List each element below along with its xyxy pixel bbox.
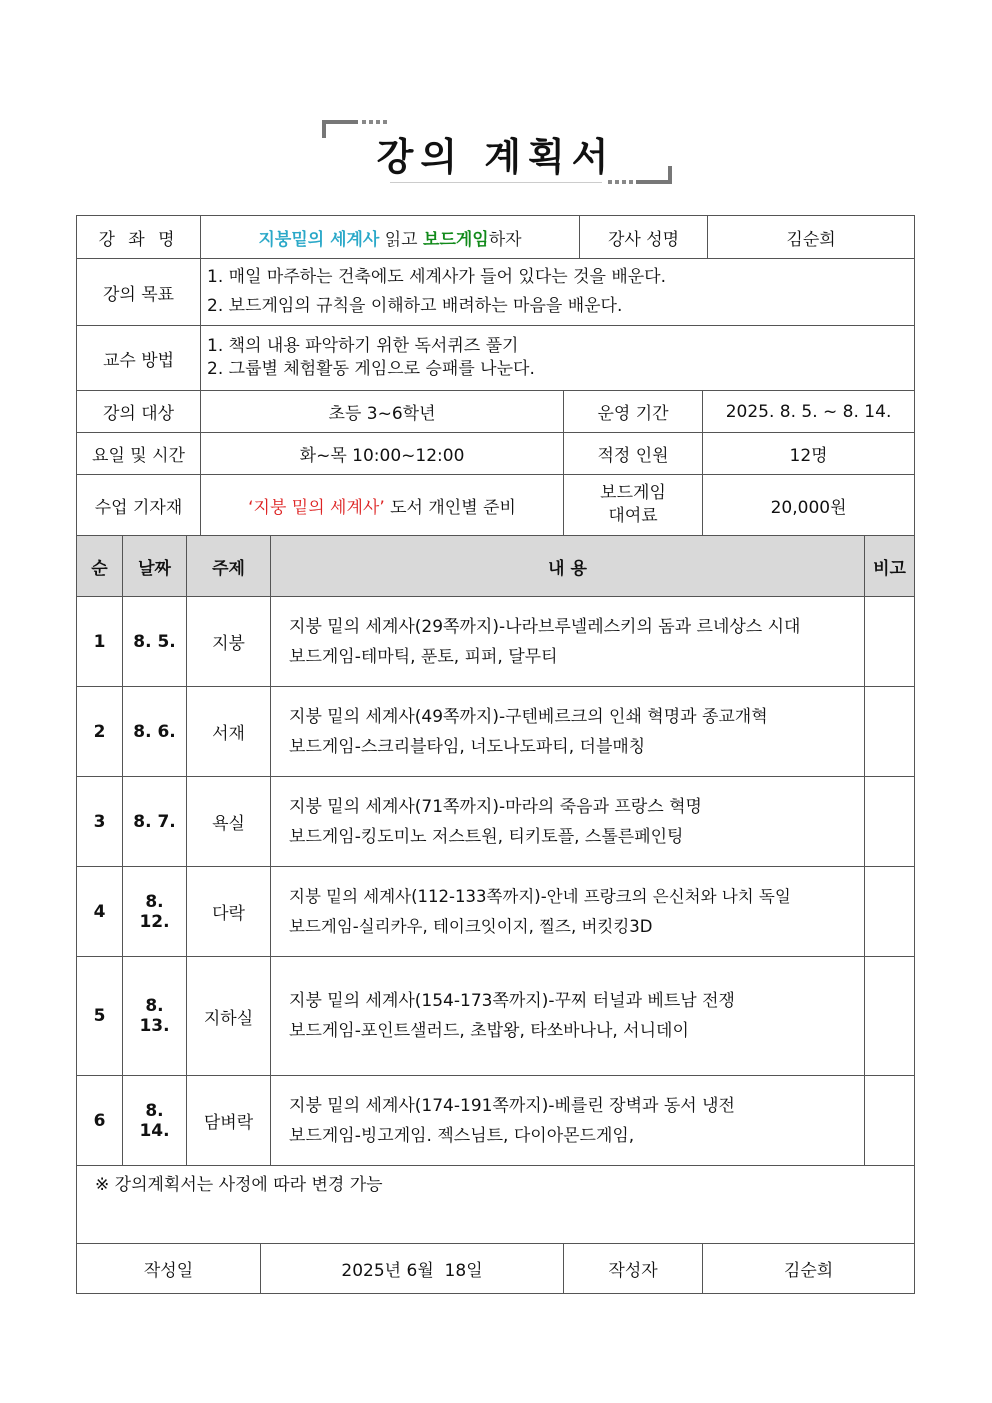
target-value: 초등 3~6학년 [201, 391, 564, 433]
author-value: 김순희 [703, 1244, 915, 1294]
fee-label-line-2: 대여료 [608, 506, 658, 526]
method-label: 교수 방법 [77, 326, 201, 391]
header-content: 내 용 [271, 536, 865, 597]
row-note [865, 777, 915, 867]
row-content-game: 보드게임-테마틱, 푼토, 피퍼, 달무티 [289, 646, 558, 667]
title-dash-top [362, 120, 388, 124]
goal-item: 2. 보드게임의 규칙을 이해하고 배려하는 마음을 배운다. [207, 296, 623, 316]
row-content-reading: 지붕 밑의 세계사(29쪽까지)-나라브루넬레스키의 돔과 르네상스 시대 [289, 616, 801, 637]
header-no: 순 [77, 536, 123, 597]
row-topic: 다락 [187, 867, 271, 957]
footer-row [77, 1244, 915, 1294]
schedule-header-row [77, 536, 915, 597]
materials-label: 수업 기자재 [77, 475, 201, 536]
header-date: 날짜 [123, 536, 187, 597]
row-content-game: 보드게임-포인트샐러드, 초밥왕, 타쏘바나나, 서니데이 [289, 1021, 689, 1041]
row-content-game: 보드게임-킹도미노 저스트원, 티키토플, 스톨른페인팅 [289, 826, 684, 847]
target-label: 강의 대상 [77, 391, 201, 433]
row-content [271, 597, 865, 687]
row-note [865, 687, 915, 777]
document-title-block [320, 118, 672, 186]
row-content-game: 보드게임-스크리블타임, 너도나도파티, 더블매칭 [289, 736, 646, 757]
fee-value: 20,000원 [703, 475, 915, 536]
course-name-part-3: 보드게임 [423, 229, 489, 250]
capacity-label: 적정 인원 [564, 433, 703, 475]
notice-row [77, 1166, 915, 1244]
instructor-label: 강사 성명 [580, 216, 708, 259]
row-content-game: 보드게임-빙고게임. 젝스님트, 다이아몬드게임, [289, 1125, 635, 1146]
row-number: 1 [77, 597, 123, 687]
schedule-row [77, 597, 915, 687]
row-date: 8. 5. [123, 597, 187, 687]
row-materials [77, 475, 915, 536]
schedule-row [77, 687, 915, 777]
row-content [271, 777, 865, 867]
method-list [201, 326, 915, 391]
period-value: 2025. 8. 5. ~ 8. 14. [703, 391, 915, 433]
row-date: 8. 13. [123, 957, 187, 1076]
row-content-reading: 지붕 밑의 세계사(112-133쪽까지)-안네 프랑크의 은신처와 나치 독일 [289, 886, 791, 906]
row-time [77, 433, 915, 475]
header-topic: 주제 [187, 536, 271, 597]
row-content-reading: 지붕 밑의 세계사(174-191쪽까지)-베를린 장벽과 동서 냉전 [289, 1095, 735, 1116]
capacity-value: 12명 [703, 433, 915, 475]
course-name-part-1: 지붕밑의 세계사 [258, 229, 380, 250]
time-value: 화~목 10:00~12:00 [201, 433, 564, 475]
schedule-row [77, 777, 915, 867]
row-content [271, 687, 865, 777]
row-number: 6 [77, 1076, 123, 1166]
row-note [865, 867, 915, 957]
row-topic: 서재 [187, 687, 271, 777]
row-date: 8. 7. [123, 777, 187, 867]
row-course [77, 216, 915, 259]
row-date: 8. 6. [123, 687, 187, 777]
schedule-row [77, 867, 915, 957]
row-date: 8. 12. [123, 867, 187, 957]
materials-rest: 도서 개인별 준비 [384, 497, 516, 518]
row-target [77, 391, 915, 433]
author-label: 작성자 [564, 1244, 703, 1294]
row-number: 2 [77, 687, 123, 777]
row-number: 3 [77, 777, 123, 867]
materials-book-title: ‘지붕 밑의 세계사’ [248, 497, 385, 518]
period-label: 운영 기간 [564, 391, 703, 433]
row-content [271, 867, 865, 957]
row-topic: 담벼락 [187, 1076, 271, 1166]
method-item: 1. 책의 내용 파악하기 위한 독서퀴즈 풀기 [207, 336, 519, 356]
row-number: 4 [77, 867, 123, 957]
row-methods [77, 326, 915, 391]
fee-label [564, 475, 703, 536]
row-date: 8. 14. [123, 1076, 187, 1166]
method-item: 2. 그룹별 체험활동 게임으로 승패를 나눈다. [207, 359, 535, 379]
materials-value [201, 475, 564, 536]
written-date-value: 2025년 6월 18일 [261, 1244, 564, 1294]
row-content [271, 957, 865, 1076]
instructor-name: 김순희 [708, 216, 915, 259]
row-goals [77, 259, 915, 326]
course-label: 강 좌 명 [77, 216, 201, 259]
notice-text: ※ 강의계획서는 사정에 따라 변경 가능 [77, 1166, 915, 1244]
schedule-row [77, 1076, 915, 1166]
row-content-reading: 지붕 밑의 세계사(154-173쪽까지)-꾸찌 터널과 베트남 전쟁 [289, 991, 735, 1011]
row-topic: 지붕 [187, 597, 271, 687]
row-number: 5 [77, 957, 123, 1076]
row-note [865, 1076, 915, 1166]
title-underline [390, 182, 602, 183]
row-content-game: 보드게임-실리카우, 테이크잇이지, 찔즈, 버킷킹3D [289, 916, 653, 936]
written-date-label: 작성일 [77, 1244, 261, 1294]
row-topic: 욕실 [187, 777, 271, 867]
fee-label-line-1: 보드게임 [600, 483, 666, 503]
course-name-part-4: 하자 [488, 229, 522, 250]
course-name [201, 216, 580, 259]
goal-list [201, 259, 915, 326]
row-note [865, 957, 915, 1076]
title-line-top [322, 120, 358, 124]
goal-label: 강의 목표 [77, 259, 201, 326]
row-topic: 지하실 [187, 957, 271, 1076]
header-note: 비고 [865, 536, 915, 597]
lecture-plan-table [76, 215, 915, 1294]
row-content-reading: 지붕 밑의 세계사(71쪽까지)-마라의 죽음과 프랑스 혁명 [289, 796, 702, 817]
course-name-part-2: 읽고 [379, 229, 424, 250]
row-content [271, 1076, 865, 1166]
page-title: 강의 계획서 [376, 135, 616, 179]
goal-item: 1. 매일 마주하는 건축에도 세계사가 들어 있다는 것을 배운다. [207, 267, 667, 287]
row-content-reading: 지붕 밑의 세계사(49쪽까지)-구텐베르크의 인쇄 혁명과 종교개혁 [289, 706, 768, 727]
row-note [865, 597, 915, 687]
schedule-row [77, 957, 915, 1076]
time-label: 요일 및 시간 [77, 433, 201, 475]
